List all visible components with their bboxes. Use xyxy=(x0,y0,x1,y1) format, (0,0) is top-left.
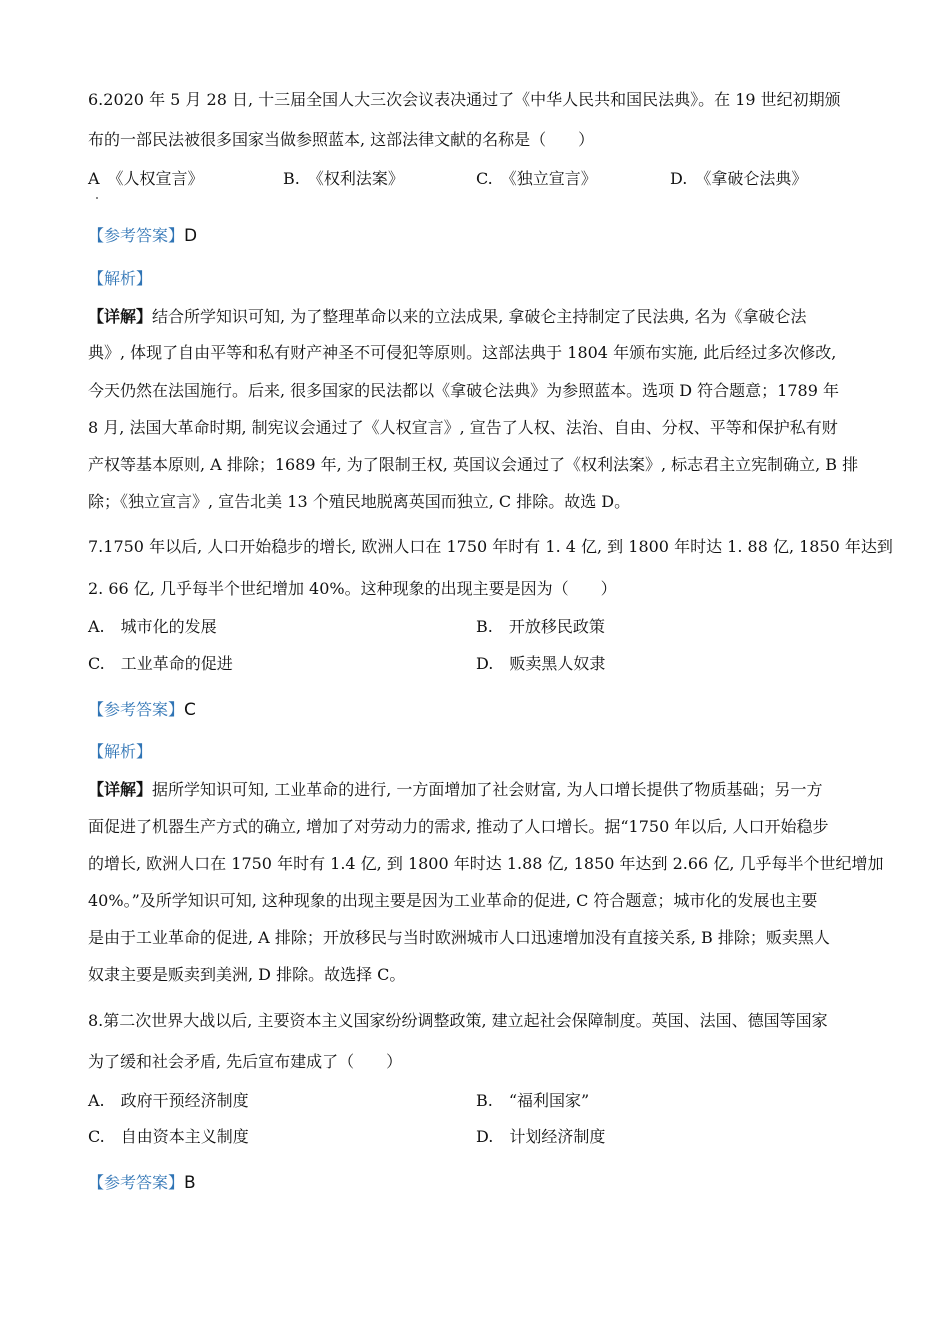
q6-detail-text-1: 结合所学知识可知, 为了整理革命以来的立法成果, 拿破仑主持制定了民法典, 名为《拿破仑法 xyxy=(152,307,807,326)
q8-option-c: C. 自由资本主义制度 xyxy=(88,1127,249,1146)
q7-detail-line-4: 40%。”及所学知识可知, 这种现象的出现主要是因为工业革命的促进, C 符合题意；城市化的发展也主要 xyxy=(88,891,818,910)
q7-detail-line-6: 奴隶主要是贩卖到美洲, D 排除。故选择 C。 xyxy=(88,965,406,984)
q7-option-c: C. 工业革命的促进 xyxy=(88,654,233,673)
q7-option-d: D. 贩卖黑人奴隶 xyxy=(476,654,606,673)
q7-option-a: A. 城市化的发展 xyxy=(88,617,217,636)
q7-detail-line-2: 面促进了机器生产方式的确立, 增加了对劳动力的需求, 推动了人口增长。据“1750 年以后, 人口开始稳步 xyxy=(88,817,829,836)
q6-detail-line-3: 今天仍然在法国施行。后来, 很多国家的民法都以《拿破仑法典》为参照蓝本。选项 D 符合题意；1789 年 xyxy=(88,381,839,400)
q7-analysis-label: 【解析】 xyxy=(88,742,153,761)
q6-detail-label: 【详解】 xyxy=(88,307,153,326)
q6-detail-line-4: 8 月, 法国大革命时期, 制宪议会通过了《人权宣言》, 宣告了人权、法治、自由、分权、平等和保护私有财 xyxy=(88,418,838,437)
q6-answer-value: D xyxy=(184,226,198,246)
q7-stem-line-1: 7.1750 年以后, 人口开始稳步的增长, 欧洲人口在 1750 年时有 1. 4 亿, 到 1800 年时达 1. 88 亿, 1850 年达到 xyxy=(88,537,893,556)
q7-detail-text-1: 据所学知识可知, 工业革命的进行, 一方面增加了社会财富, 为人口增长提供了物质基础；另一方 xyxy=(152,780,823,799)
q7-detail-line-5: 是由于工业革命的促进, A 排除；开放移民与当时欧洲城市人口迅速增加没有直接关系, B 排除；贩卖黑人 xyxy=(88,928,830,947)
q6-detail-line-1 xyxy=(88,306,807,328)
q8-answer-value: B xyxy=(184,1173,196,1193)
q7-stem-line-2: 2. 66 亿, 几乎每半个世纪增加 40%。这种现象的出现主要是因为（ ） xyxy=(88,579,617,598)
q7-analysis-row xyxy=(88,741,152,763)
q6-detail-line-6: 除；《独立宣言》, 宣告北美 13 个殖民地脱离英国而独立, C 排除。故选 D。 xyxy=(88,492,631,511)
q8-stem-line-2: 为了缓和社会矛盾, 先后宣布建成了（ ） xyxy=(88,1052,403,1071)
q6-option-c: C. 《独立宣言》 xyxy=(476,169,597,188)
q8-answer-row xyxy=(88,1172,196,1194)
q8-option-b: B. “福利国家” xyxy=(476,1091,590,1110)
q7-detail-line-1 xyxy=(88,779,823,801)
q6-analysis-row xyxy=(88,268,152,290)
q8-option-d: D. 计划经济制度 xyxy=(476,1127,606,1146)
q6-analysis-label: 【解析】 xyxy=(88,269,153,288)
q6-option-d: D. 《拿破仑法典》 xyxy=(670,169,808,188)
q7-answer-row xyxy=(88,699,196,721)
q6-option-a: A 《人权宣言》 xyxy=(88,169,204,188)
q6-detail-line-5: 产权等基本原则, A 排除；1689 年, 为了限制王权, 英国议会通过了《权利法案》, 标志君主立宪制确立, B 排 xyxy=(88,455,859,474)
q8-stem-line-1: 8.第二次世界大战以后, 主要资本主义国家纷纷调整政策, 建立起社会保障制度。英国、法国、德国等国家 xyxy=(88,1011,828,1030)
q6-answer-row xyxy=(88,225,197,247)
q6-answer-label: 【参考答案】 xyxy=(88,226,185,245)
q8-answer-label: 【参考答案】 xyxy=(88,1173,185,1192)
q6-stem-line-1: 6.2020 年 5 月 28 日, 十三届全国人大三次会议表决通过了《中华人民共和国民法典》。在 19 世纪初期颁 xyxy=(88,90,841,109)
q6-stem-line-2: 布的一部民法被很多国家当做参照蓝本, 这部法律文献的名称是（ ） xyxy=(88,130,595,149)
q6-detail-line-2: 典》, 体现了自由平等和私有财产神圣不可侵犯等原则。这部法典于 1804 年颁布实施, 此后经过多次修改, xyxy=(88,343,837,362)
stray-dot xyxy=(96,197,98,199)
q7-detail-label: 【详解】 xyxy=(88,780,153,799)
q7-option-b: B. 开放移民政策 xyxy=(476,617,605,636)
q6-option-b: B. 《权利法案》 xyxy=(283,169,404,188)
q8-option-a: A. 政府干预经济制度 xyxy=(88,1091,249,1110)
q7-answer-label: 【参考答案】 xyxy=(88,700,185,719)
q7-answer-value: C xyxy=(184,700,196,720)
q7-detail-line-3: 的增长, 欧洲人口在 1750 年时有 1.4 亿, 到 1800 年时达 1.88 亿, 1850 年达到 2.66 亿, 几乎每半个世纪增加 xyxy=(88,854,884,873)
